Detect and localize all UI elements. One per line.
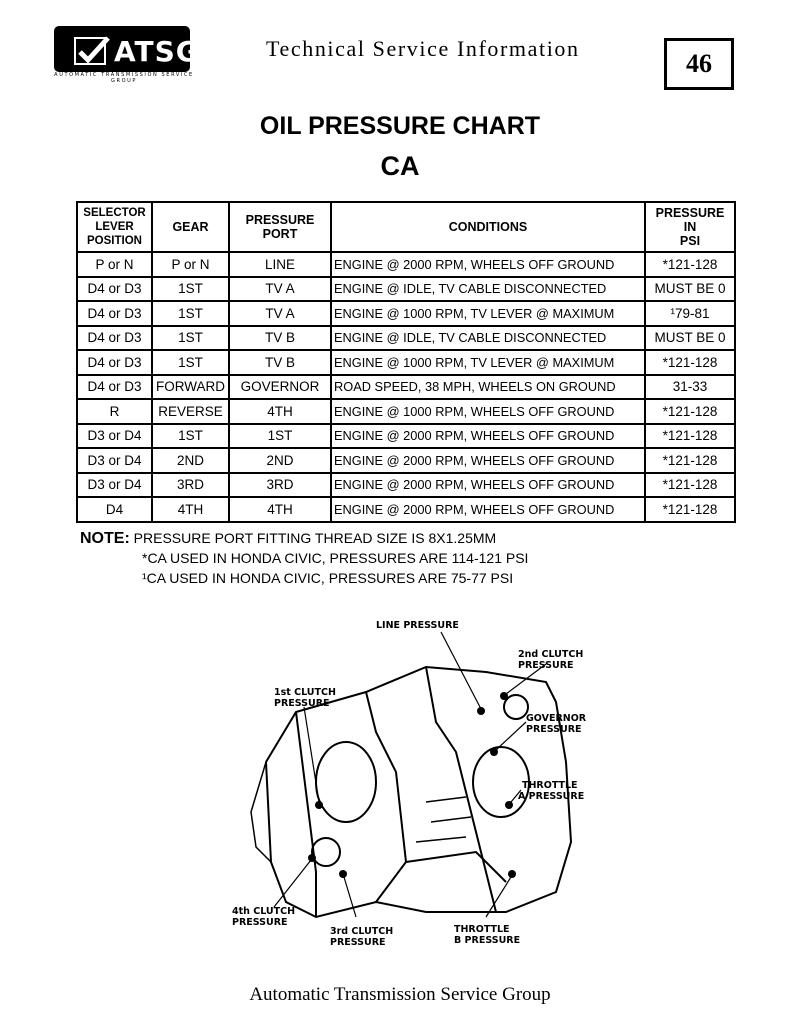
footer-text: Automatic Transmission Service Group — [249, 984, 551, 1005]
table-row — [77, 497, 735, 522]
4th-clutch-pressure-label: PRESSURE — [232, 917, 288, 928]
table-row — [77, 375, 735, 400]
port-cell: 1ST — [229, 424, 331, 449]
table-header-row — [77, 202, 735, 252]
header-pressure-port: PRESSURE PORT — [229, 202, 331, 252]
table-row — [77, 277, 735, 302]
conditions-cell: ENGINE @ IDLE, TV CABLE DISCONNECTED — [331, 326, 645, 351]
selector-cell: D4 or D3 — [77, 350, 152, 375]
conditions-cell: ENGINE @ 2000 RPM, WHEELS OFF GROUND — [331, 497, 645, 522]
psi-cell: *121-128 — [645, 350, 735, 375]
psi-cell: *121-128 — [645, 473, 735, 498]
port-cell: LINE — [229, 252, 331, 277]
oil-pressure-table — [76, 201, 736, 523]
gear-cell: 2ND — [152, 448, 229, 473]
port-cell: GOVERNOR — [229, 375, 331, 400]
gear-cell: REVERSE — [152, 399, 229, 424]
logo-badge — [54, 26, 200, 72]
psi-cell: *121-128 — [645, 399, 735, 424]
1st-clutch-pressure-label: PRESSURE — [274, 698, 330, 709]
throttle-a-pressure-label: A PRESSURE — [518, 791, 585, 802]
gear-cell: 4TH — [152, 497, 229, 522]
throttle-b-pressure-label: B PRESSURE — [454, 935, 521, 946]
port-cell: 4TH — [229, 399, 331, 424]
psi-cell: *121-128 — [645, 424, 735, 449]
psi-cell: *121-128 — [645, 252, 735, 277]
table-row — [77, 448, 735, 473]
gear-cell: 1ST — [152, 326, 229, 351]
table-row — [77, 350, 735, 375]
header-gear: GEAR — [152, 202, 229, 252]
page-title: OIL PRESSURE CHART — [259, 112, 541, 140]
note-line-1: PRESSURE PORT FITTING THREAD SIZE IS 8X1.25MM — [133, 530, 497, 546]
conditions-cell: ENGINE @ 2000 RPM, WHEELS OFF GROUND — [331, 252, 645, 277]
governor-label: GOVERNOR — [526, 713, 587, 724]
selector-cell: D4 or D3 — [77, 326, 152, 351]
service-title: Technical Service Information — [266, 36, 580, 61]
conditions-cell: ENGINE @ 1000 RPM, TV LEVER @ MAXIMUM — [331, 350, 645, 375]
selector-cell: D3 or D4 — [77, 473, 152, 498]
4th-clutch-label: 4th CLUTCH — [232, 906, 296, 917]
port-cell: 2ND — [229, 448, 331, 473]
psi-cell: MUST BE 0 — [645, 277, 735, 302]
psi-cell: 31-33 — [645, 375, 735, 400]
note-block — [80, 528, 529, 586]
port-cell: 3RD — [229, 473, 331, 498]
table-row — [77, 399, 735, 424]
port-cell: 4TH — [229, 497, 331, 522]
selector-cell: D4 or D3 — [77, 277, 152, 302]
gear-cell: 1ST — [152, 277, 229, 302]
port-cell: TV B — [229, 326, 331, 351]
transmission-diagram — [226, 612, 606, 957]
gear-cell: FORWARD — [152, 375, 229, 400]
conditions-cell: ENGINE @ 2000 RPM, WHEELS OFF GROUND — [331, 424, 645, 449]
throttle-a-label: THROTTLE — [522, 780, 578, 791]
selector-cell: D3 or D4 — [77, 448, 152, 473]
conditions-cell: ENGINE @ IDLE, TV CABLE DISCONNECTED — [331, 277, 645, 302]
3rd-clutch-label: 3rd CLUTCH — [330, 926, 394, 937]
conditions-cell: ENGINE @ 1000 RPM, TV LEVER @ MAXIMUM — [331, 301, 645, 326]
table-row — [77, 326, 735, 351]
logo-text: ATSG — [114, 35, 200, 68]
conditions-cell: ROAD SPEED, 38 MPH, WHEELS ON GROUND — [331, 375, 645, 400]
note-line-3: ¹CA USED IN HONDA CIVIC, PRESSURES ARE 75-77 PSI — [142, 570, 514, 586]
selector-cell: D4 or D3 — [77, 375, 152, 400]
page-number: 46 — [664, 38, 734, 90]
table-row — [77, 252, 735, 277]
port-cell: TV B — [229, 350, 331, 375]
note-label: NOTE: — [80, 530, 130, 547]
conditions-cell: ENGINE @ 1000 RPM, WHEELS OFF GROUND — [331, 399, 645, 424]
2nd-clutch-label: 2nd CLUTCH — [518, 649, 584, 660]
port-cell: TV A — [229, 301, 331, 326]
header-conditions: CONDITIONS — [331, 202, 645, 252]
header-psi: PRESSURE IN PSI — [645, 202, 735, 252]
throttle-b-label: THROTTLE — [454, 924, 510, 935]
1st-clutch-label: 1st CLUTCH — [274, 687, 336, 698]
table-row — [77, 473, 735, 498]
gear-cell: 1ST — [152, 350, 229, 375]
line-pressure-label: LINE PRESSURE — [376, 620, 459, 631]
conditions-cell: ENGINE @ 2000 RPM, WHEELS OFF GROUND — [331, 473, 645, 498]
selector-cell: D4 — [77, 497, 152, 522]
header-selector: SELECTOR LEVER POSITION — [77, 202, 152, 252]
gear-cell: 3RD — [152, 473, 229, 498]
gear-cell: 1ST — [152, 301, 229, 326]
gear-cell: 1ST — [152, 424, 229, 449]
logo-subtext: AUTOMATIC TRANSMISSION SERVICE GROUP — [54, 72, 194, 84]
atsg-logo — [44, 22, 204, 84]
table-row — [77, 301, 735, 326]
psi-cell: *121-128 — [645, 497, 735, 522]
note-line-2: *CA USED IN HONDA CIVIC, PRESSURES ARE 114-121 PSI — [142, 550, 529, 566]
conditions-cell: ENGINE @ 2000 RPM, WHEELS OFF GROUND — [331, 448, 645, 473]
2nd-clutch-pressure-label: PRESSURE — [518, 660, 574, 671]
gear-cell: P or N — [152, 252, 229, 277]
3rd-clutch-pressure-label: PRESSURE — [330, 937, 386, 948]
selector-cell: D4 or D3 — [77, 301, 152, 326]
table-row — [77, 424, 735, 449]
selector-cell: R — [77, 399, 152, 424]
psi-cell: ¹79-81 — [645, 301, 735, 326]
checkmark-icon — [74, 36, 110, 66]
page-subtitle: CA — [380, 151, 420, 181]
governor-pressure-label: PRESSURE — [526, 724, 582, 735]
psi-cell: MUST BE 0 — [645, 326, 735, 351]
port-cell: TV A — [229, 277, 331, 302]
selector-cell: D3 or D4 — [77, 424, 152, 449]
selector-cell: P or N — [77, 252, 152, 277]
psi-cell: *121-128 — [645, 448, 735, 473]
